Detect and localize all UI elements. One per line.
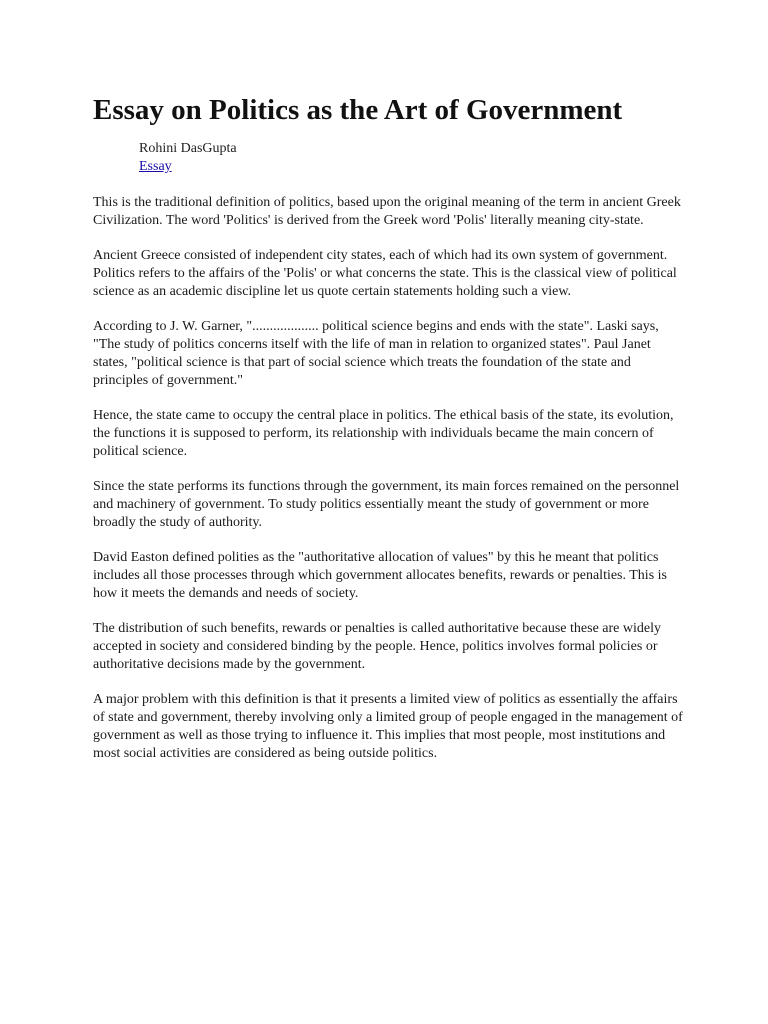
paragraph: Hence, the state came to occupy the central place in politics. The ethical basis of the state, its evolution, the functions it is supposed to perform, its relationship with individuals became the main concern of political science. xyxy=(93,408,674,459)
paragraph: According to J. W. Garner, "................... political science begins and ends with the state". Laski says, "The study of politics concerns itself with the life of man in relation to organized states". Paul Janet states, "political science is that part of social science which treats the foundation of the state and principles of government." xyxy=(93,319,659,388)
document-page xyxy=(93,92,683,780)
author-name: Rohini DasGupta xyxy=(139,141,237,156)
article-title: Essay on Politics as the Art of Government xyxy=(93,94,623,126)
byline xyxy=(139,140,683,176)
paragraph: The distribution of such benefits, rewards or penalties is called authoritative because these are widely accepted in society and considered binding by the people. Hence, politics involves formal policies or authoritative decisions made by the government. xyxy=(93,621,661,672)
paragraph: This is the traditional definition of politics, based upon the original meaning of the term in ancient Greek Civilization. The word 'Politics' is derived from the Greek word 'Polis' literally meaning city-state. xyxy=(93,195,681,228)
paragraph: Since the state performs its functions through the government, its main forces remained on the personnel and machinery of government. To study politics essentially meant the study of government or more broadly the study of authority. xyxy=(93,479,680,530)
category-link[interactable]: Essay xyxy=(139,159,172,174)
paragraph: Ancient Greece consisted of independent city states, each of which had its own system of government. Politics refers to the affairs of the 'Polis' or what concerns the state. This is the classical view of political science as an academic discipline let us quote certain statements holding such a view. xyxy=(93,248,677,299)
article-body xyxy=(93,194,683,763)
paragraph: David Easton defined polities as the "authoritative allocation of values" by this he meant that politics includes all those processes through which government allocates benefits, rewards or penalties. This is how it meets the demands and needs of society. xyxy=(93,550,667,601)
paragraph: A major problem with this definition is that it presents a limited view of politics as essentially the affairs of state and government, thereby involving only a limited group of people engaged in the management of government as well as those trying to influence it. This implies that most people, most institutions and most social activities are considered as being outside politics. xyxy=(93,692,683,761)
